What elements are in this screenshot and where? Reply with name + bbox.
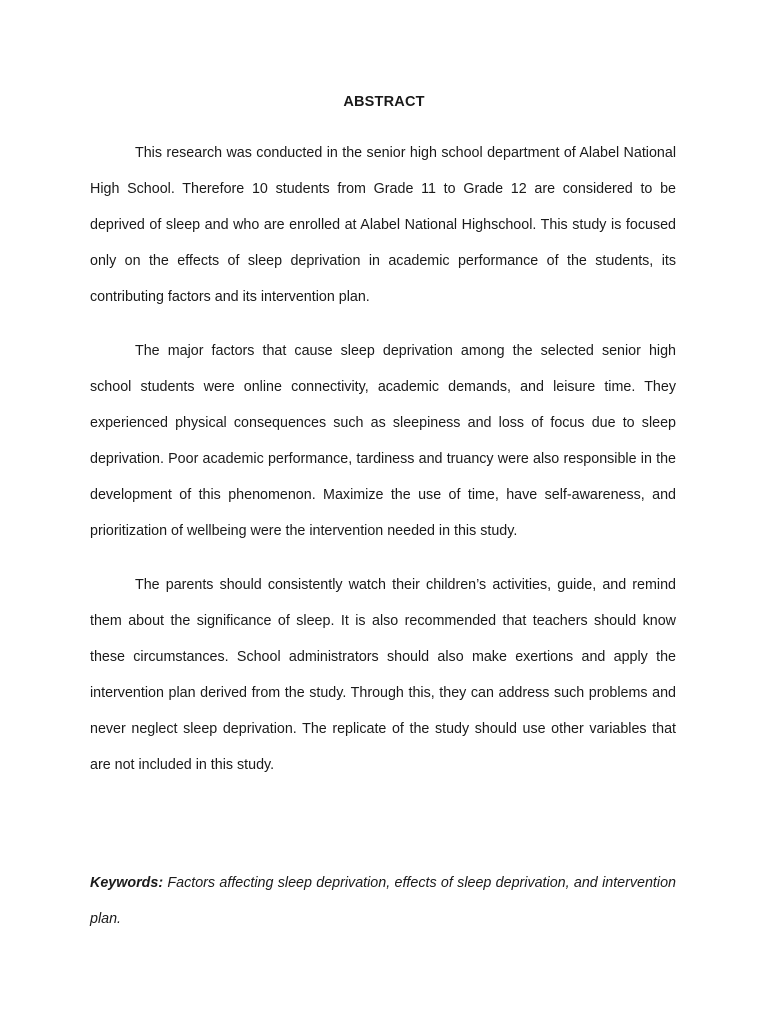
abstract-paragraph-2: The major factors that cause sleep deprivation among the selected senior high school students were online connectivity, academic demands, and leisure time. They experienced physical consequences such as sleepiness and loss of focus due to sleep deprivation. Poor academic performance, tardiness and truancy were also responsible in the development of this phenomenon. Maximize the use of time, have self-awareness, and prioritization of wellbeing were the intervention needed in this study.: [90, 343, 676, 539]
abstract-paragraph-1: This research was conducted in the senior high school department of Alabel National High School. Therefore 10 students from Grade 11 to Grade 12 are considered to be deprived of sleep and who are enrolled at Alabel National Highschool. This study is focused only on the effects of sleep deprivation in academic performance of the students, its contributing factors and its intervention plan.: [90, 145, 676, 305]
abstract-title: ABSTRACT: [343, 94, 425, 110]
abstract-body: [90, 135, 676, 801]
abstract-paragraph-3: The parents should consistently watch their children’s activities, guide, and remind them about the significance of sleep. It is also recommended that teachers should know these circumstances. School administrators should also make exertions and apply the intervention plan derived from the study. Through this, they can address such problems and never neglect sleep deprivation. The replicate of the study should use other variables that are not included in this study.: [90, 577, 676, 773]
keywords-label: Keywords:: [90, 875, 164, 891]
keywords-block: [90, 865, 676, 937]
keywords-text: Factors affecting sleep deprivation, effects of sleep deprivation, and intervention plan.: [90, 875, 676, 927]
